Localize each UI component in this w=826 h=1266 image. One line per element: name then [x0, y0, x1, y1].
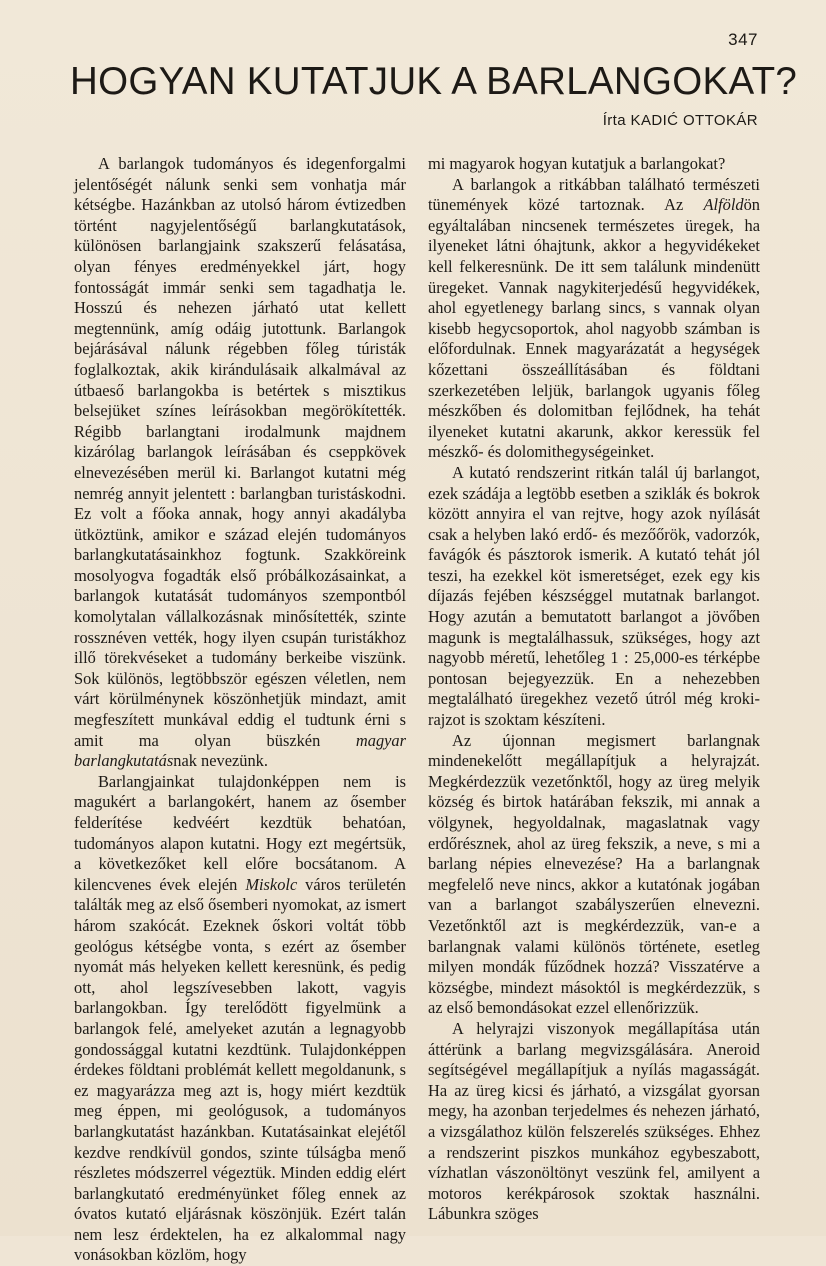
- right-text-column: [428, 154, 760, 1225]
- text-run: A barlangok tudományos és idegenforgalmi jelentőségét nálunk senki sem vonhatja már kétségbe. Hazánkban az utolsó három évtizedben történt nagyjelentőségű barlangkutatások, különösen barlangjaink szakszerű felásatása, olyan fényes eredményekkel járt, hogy fontosságát immár senki sem tagadhatja le. Hosszú és nehezen járható utat kellett megtennünk, amíg odáig jutottunk. Barlangok bejárásával nálunk régebben főleg túristák foglalkoztak, akik kirándulásaik alkalmával az útbaeső barlangokba is betértek s misztikus belsejüket színes leírásokban megörökítették. Régibb barlangtani irodalmunk majdnem kizárólag barlangok leírásában és cseppkövek elnevezésében merül ki. Barlangot kutatni még nemrég annyit jelentett : barlangban turistáskodni. Ez volt a főoka annak, hogy annyi akadályba ütköztünk, amikor e század elején tudományos barlangkutatásainkhoz fogtunk. Szakköreink mosolyogva fogadták első próbálkozásainkat, a barlangok kutatását tudományos szempontból komolytalan vállalkozásnak minősítették, szinte rossznéven vették, hogy ilyen csupán turistákhoz illő törekvéseket a tudomány berkeibe viszünk. Sok különös, legtöbbször egészen véletlen, nem várt körülménynek köszönhetjük mindazt, amit megfeszített munkával eddig el tudtunk érni s amit ma olyan büszkén: [74, 154, 406, 750]
- author-byline: Írta KADIĆ OTTOKÁR: [602, 112, 758, 129]
- paragraph: [74, 772, 406, 1266]
- paragraph: [428, 731, 760, 1019]
- page-number: 347: [728, 30, 758, 49]
- article-title: HOGYAN KUTATJUK A BARLANGOKAT?: [70, 60, 798, 103]
- text-run: város területén találták meg az első ősemberi nyomokat, az ismert három szakócát. Ezeknek őskori voltát több geológus kétségbe vonta, s ezért az ősember nyomát más helyeken kellett keresnünk, és pedig ott, ahol legszívesebben lakott, vagyis barlangokban. Így terelődött figyelmünk a barlangok felé, amelyeket azután a legnagyobb gondossággal kutatni kezdtünk. Tulajdonképpen érdekes földtani problémát kellett megoldanunk, s ez magyarázza meg azt is, hogy miért kezdtük meg éppen, mi geológusok, a tudományos barlangkutatást hazánkban. Kutatásainkat elejétől kezdve rendkívül gondos, szinte túlságba menő részletes módszerrel végeztük. Minden eddig elért barlangkutató eredményünket főleg ennek az óvatos kutató eljárásnak köszönjük. Ezért talán nem lesz érdektelen, ha ez alkalommal nagy vonásokban közlöm, hogy: [74, 874, 406, 1265]
- text-run: ön egyáltalában nincsenek természetes üregek, ha ilyeneket látni óhajtunk, akkor a hegyvidékeket kell felkeresnünk. De itt sem találunk mindenütt üregeket. Vannak nagykiterjedésű hegyvidékek, ahol egyetlenegy barlang sincs, s vannak olyan kisebb hegycsoportok, ahol nagyobb számban is előfordulnak. Ennek magyarázatát a hegységek kőzettani összeállításában és földtani szerkezetében leljük, barlangok ugyanis főleg mészkőben és dolomitban fejlődnek, ha tehát ilyeneket kutatni akarunk, akkor keressük fel mészkő- és dolomithegységeinket.: [428, 195, 760, 462]
- italic-text: Miskolc: [245, 874, 298, 894]
- italic-text: magyar barlangkutatás: [74, 730, 406, 771]
- paragraph: [428, 154, 760, 175]
- text-run: A barlangok a ritkábban található természeti tünemények közé tartoznak. Az: [428, 174, 760, 215]
- paragraph: [74, 154, 406, 772]
- paragraph: [428, 463, 760, 731]
- paragraph: [428, 175, 760, 463]
- paragraph: [428, 1019, 760, 1225]
- text-run: A kutató rendszerint ritkán talál új barlangot, ezek szádája a legtöbb esetben a sziklák és bokrok között annyira el van rejtve, hogy azok nyílását csak a helyben lakó erdő- és mezőőrök, vadorzók, favágók és pásztorok ismerik. A kutató tehát jól teszi, ha ezekkel köt ismeretséget, ezek egy kis díjazás fejében készséggel mutatnak barlangot. Hogy azután a bemutatott barlangot a jövőben magunk is megtalálhassuk, szükséges, hogy azt nagyobb méretű, lehetőleg 1 : 25,000-es térképbe pontosan bejegyezzük. En a nehezebben megtalálható üregekhez vezető útról még kroki-rajzot is szoktam készíteni.: [428, 462, 760, 730]
- left-text-column: [74, 154, 406, 1266]
- italic-text: Alföld: [703, 195, 744, 215]
- text-run: Az újonnan megismert barlangnak mindenekelőtt megállapítjuk a helyrajzát. Megkérdezzük vezetőnktől, hogy az üreg melyik község és birtok határában fekszik, mi annak a völgynek, hegyoldalnak, magaslatnak vagy erdőrésznek, ahol az üreg fekszik, a neve, s mi a barlang népies elnevezése? Ha a barlangnak megfelelő neve nincs, akkor a kutatónak jogában van a barlangot szabályszerűen elnevezni. Vezetőnktől azt is megkérdezzük, van-e a barlangnak valami különös története, esetleg milyen mondák fűződnek hozzá? Visszatérve a községbe, mindezt másoktól is megkérdezzük, s az első bemondásokat ezzel ellenőrizzük.: [428, 730, 760, 1018]
- text-run: mi magyarok hogyan kutatjuk a barlangokat?: [428, 154, 726, 173]
- text-run: Barlangjainkat tulajdonképpen nem is magukért a barlangokért, hanem az ősember felderítése kedvéért kezdtük behatóan, tudományos alapon kutatni. Hogy ezt megértsük, a következőket kell előre bocsátanom. A kilencvenes évek elején: [74, 771, 406, 894]
- text-run: nak nevezünk.: [173, 751, 268, 771]
- text-run: A helyrajzi viszonyok megállapítása után áttérünk a barlang megvizsgálására. Aneroid segítségével megállapítjuk a nyílás magasságát. Ha az üreg kicsi és járható, a vizsgálat gyorsan megy, ha azonban terjedelmes és nehezen járható, a vizsgálathoz külön felszerelés szükséges. Ehhez a rendszerint piszkos munkához egybeszabott, vízhatlan vászonöltönyt veszünk fel, amilyent a motoros kerékpárosok szoktak használni. Lábunkra szöges: [428, 1018, 760, 1224]
